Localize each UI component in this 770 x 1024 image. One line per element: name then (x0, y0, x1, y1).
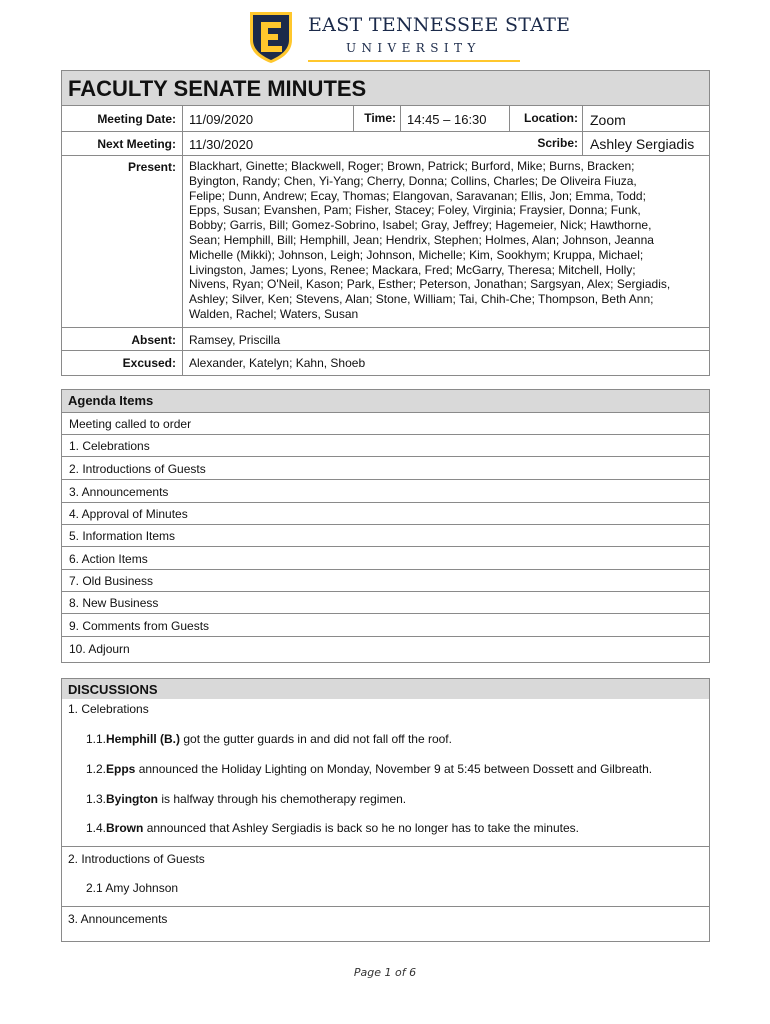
discussion-item (86, 762, 652, 776)
absent-label: Absent: (131, 333, 176, 347)
discussion-heading: 2. Introductions of Guests (68, 852, 205, 866)
divider (182, 106, 183, 375)
agenda-item-text: 9. Comments from Guests (69, 619, 210, 633)
item-number: 1.3. (86, 792, 107, 806)
discussion-heading: 3. Announcements (68, 912, 168, 926)
item-text: is halfway through his chemotherapy regimen. (158, 792, 407, 806)
agenda-item (62, 548, 709, 570)
divider (62, 350, 709, 351)
agenda-item (62, 592, 709, 614)
divider (353, 106, 354, 131)
location-label: Location: (524, 111, 578, 125)
agenda-item-text: 10. Adjourn (69, 642, 130, 656)
discussions-header (62, 679, 709, 699)
item-number: 1.4. (86, 821, 107, 835)
present-line: Epps, Susan; Evanshen, Pam; Fisher, Stacey; Foley, Virginia; Fraysier, Donna; Funk, (189, 203, 641, 218)
item-text: announced the Holiday Lighting on Monday, November 9 at 5:45 between Dossett and Gilbreath. (135, 762, 653, 776)
agenda-item (62, 638, 709, 660)
next-meeting-value: 11/30/2020 (189, 137, 254, 152)
discussion-item (86, 732, 452, 746)
meeting-date-value: 11/09/2020 (189, 112, 254, 127)
etsu-shield-icon (248, 10, 294, 64)
page-title: FACULTY SENATE MINUTES (68, 76, 367, 101)
present-line: Walden, Rachel; Waters, Susan (189, 306, 359, 321)
agenda-item-text: 7. Old Business (69, 574, 154, 588)
present-label: Present: (127, 160, 176, 174)
divider (62, 327, 709, 328)
discussions-section (61, 678, 710, 942)
present-line: Livingston, James; Lyons, Renee; Mackara, Fred; McGarry, Theresa; Mitchell, Holly; (189, 262, 636, 277)
divider (509, 106, 510, 131)
minutes-header (61, 70, 710, 376)
scribe-value: Ashley Sergiadis (590, 136, 695, 152)
agenda-title: Agenda Items (68, 393, 154, 408)
discussion-item (86, 792, 406, 806)
present-line: Felipe; Dunn, Andrew; Ecay, Thomas; Elangovan, Saravanan; Ellis, Jon; Emma, Todd; (189, 188, 646, 203)
logo-rule (308, 60, 520, 62)
agenda-item-text: Meeting called to order (69, 417, 192, 431)
present-line: Michelle (Mikki); Johnson, Leigh; Johnson, Michelle; Kim, Sookhym; Kruppa, Michael; (189, 247, 644, 262)
divider (62, 131, 709, 132)
next-meeting-label: Next Meeting: (97, 137, 176, 151)
agenda-item-text: 2. Introductions of Guests (69, 462, 206, 476)
meeting-date-label: Meeting Date: (97, 112, 176, 126)
item-name: Byington (106, 792, 159, 806)
excused-value: Alexander, Katelyn; Kahn, Shoeb (189, 356, 366, 370)
agenda-item (62, 503, 709, 525)
present-line: Sean; Hemphill, Bill; Hemphill, Jean; Hendrix, Stephen; Holmes, Alan; Johnson, Jeanna (189, 232, 654, 247)
etsu-logo (248, 10, 571, 64)
location-value: Zoom (590, 112, 626, 128)
discussion-heading: 1. Celebrations (68, 702, 149, 716)
present-line: Bobby; Garris, Bill; Gomez-Sobrino, Isabel; Gray, Jeffrey; Hagemeier, Nick; Hawthorne, (189, 218, 652, 233)
item-text: announced that Ashley Sergiadis is back so he no longer has to take the minutes. (143, 821, 579, 835)
discussion-item (86, 821, 579, 835)
item-number: 1.2. (86, 762, 107, 776)
time-value: 14:45 – 16:30 (407, 112, 487, 127)
divider (62, 155, 709, 156)
present-line: Nivens, Ryan; O'Neil, Kason; Park, Esther; Peterson, Jonathan; Sargsyan, Alex; Sergiadis, (189, 277, 671, 292)
agenda-item (62, 458, 709, 480)
agenda-item-text: 6. Action Items (69, 552, 148, 566)
item-name: Hemphill (B.) (106, 732, 181, 746)
guest-item: 2.1 Amy Johnson (86, 881, 179, 895)
logo-line2: UNIVERSITY (346, 41, 481, 55)
divider (582, 106, 583, 155)
agenda-item (62, 570, 709, 592)
agenda-item-text: 4. Approval of Minutes (69, 507, 188, 521)
agenda-item (62, 615, 709, 637)
agenda-item-text: 5. Information Items (69, 529, 176, 543)
item-name: Brown (106, 821, 144, 835)
present-line: Byington, Randy; Chen, Yi-Yang; Cherry, Donna; Collins, Charles; De Oliveira Fiuza, (189, 173, 637, 188)
agenda-table (61, 389, 710, 663)
title-bar (62, 71, 709, 106)
logo-line1: EAST TENNESSEE STATE (308, 14, 571, 36)
agenda-header (62, 390, 709, 413)
agenda-item (62, 481, 709, 503)
divider (62, 846, 709, 847)
agenda-item (62, 413, 709, 435)
absent-value: Ramsey, Priscilla (189, 333, 281, 347)
page-number: Page 1 of 6 (353, 966, 417, 979)
item-text: got the gutter guards in and did not fall off the roof. (180, 732, 452, 746)
excused-label: Excused: (122, 356, 176, 370)
discussions-title: DISCUSSIONS (68, 682, 158, 697)
present-line: Blackhart, Ginette; Blackwell, Roger; Brown, Patrick; Burford, Mike; Burns, Bracken; (189, 159, 635, 173)
present-line: Ashley; Silver, Ken; Stevens, Alan; Stone, William; Tai, Chih-Che; Thompson, Beth Ann; (189, 292, 654, 307)
agenda-item (62, 435, 709, 457)
agenda-item-text: 3. Announcements (69, 485, 169, 499)
divider (62, 906, 709, 907)
agenda-item (62, 525, 709, 547)
item-name: Epps (106, 762, 136, 776)
agenda-item-text: 8. New Business (69, 596, 159, 610)
agenda-item-text: 1. Celebrations (69, 439, 150, 453)
scribe-label: Scribe: (537, 136, 578, 150)
present-list (189, 159, 699, 322)
item-number: 1.1. (86, 732, 107, 746)
time-label: Time: (364, 111, 396, 125)
divider (400, 106, 401, 131)
